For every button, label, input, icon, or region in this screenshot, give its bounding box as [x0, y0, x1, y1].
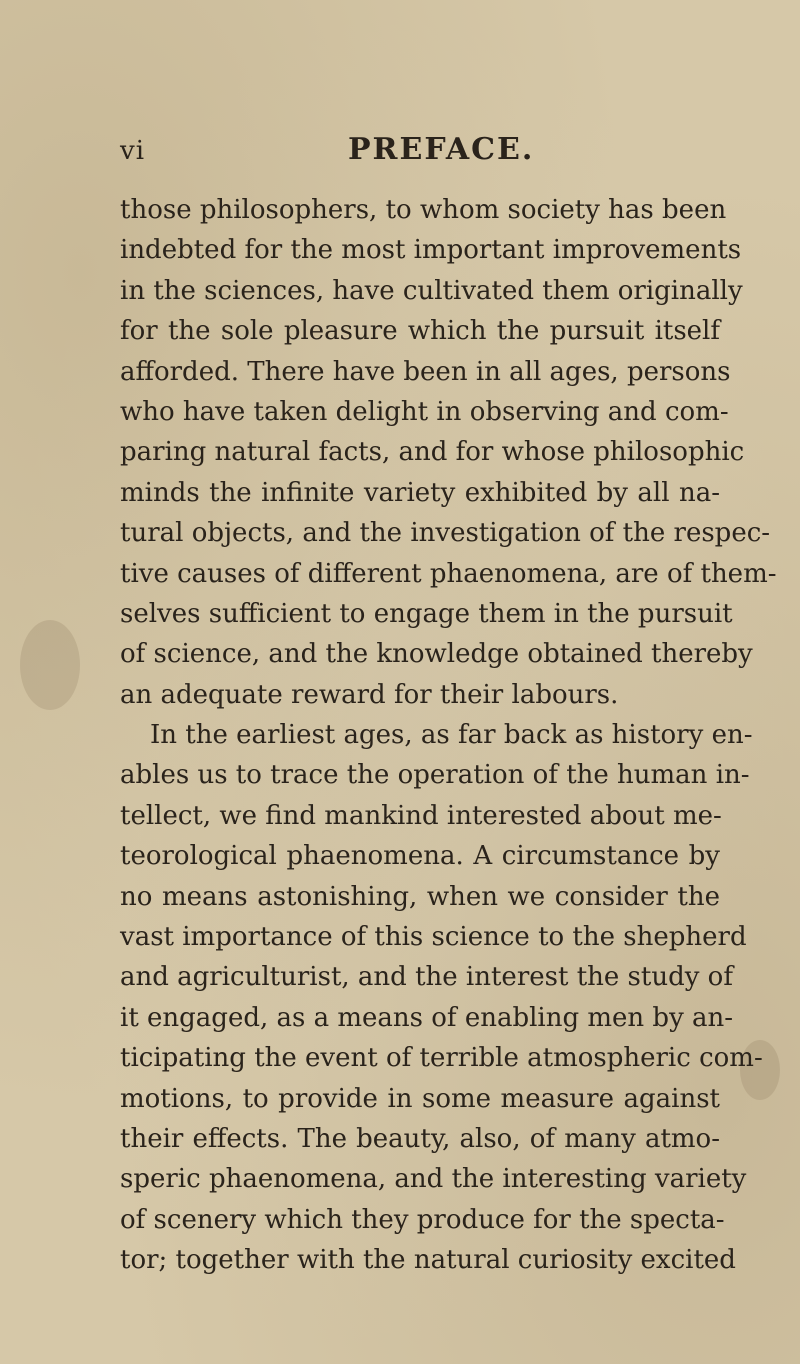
text-line: paring natural facts, and for whose philosophic: [120, 437, 745, 468]
preface-body-text: [120, 190, 777, 1281]
page-header: [120, 132, 680, 176]
text-line: ticipating the event of terrible atmospheric com-: [120, 1043, 763, 1074]
page-number: vi: [120, 136, 146, 166]
text-line: and agriculturist, and the interest the study of: [120, 962, 733, 993]
text-line: of scenery which they produce for the specta-: [120, 1204, 725, 1235]
text-line: it engaged, as a means of enabling men by an-: [120, 1002, 734, 1033]
text-line: tellect, we find mankind interested about me-: [120, 800, 722, 831]
text-line: in the sciences, have cultivated them originally: [120, 275, 743, 306]
text-line: who have taken delight in observing and com-: [120, 396, 729, 427]
paper-stain: [20, 620, 80, 710]
text-line: vast importance of this science to the shepherd: [120, 922, 747, 953]
text-line: minds the infinite variety exhibited by all na-: [120, 477, 720, 508]
text-line: afforded. There have been in all ages, persons: [120, 356, 731, 387]
text-line: speric phaenomena, and the interesting variety: [120, 1164, 747, 1195]
text-line: of science, and the knowledge obtained thereby: [120, 639, 753, 670]
text-line: tor; together with the natural curiosity excited: [120, 1245, 736, 1276]
text-line: ables us to trace the operation of the human in-: [120, 760, 750, 791]
text-line: for the sole pleasure which the pursuit itself: [120, 316, 720, 347]
text-line: motions, to provide in some measure against: [120, 1083, 720, 1114]
text-line: those philosophers, to whom society has been: [120, 195, 727, 225]
text-line: tural objects, and the investigation of the respec-: [120, 518, 771, 549]
text-line: tive causes of different phaenomena, are of them-: [120, 558, 777, 589]
paragraph-end-line: an adequate reward for their labours.: [120, 679, 619, 710]
text-line: indebted for the most important improvements: [120, 235, 742, 266]
text-line: selves sufficient to engage them in the pursuit: [120, 598, 733, 629]
text-line: teorological phaenomena. A circumstance by: [120, 841, 720, 872]
paragraph-start-line: In the earliest ages, as far back as history en-: [150, 720, 753, 751]
text-line: no means astonishing, when we consider the: [120, 881, 720, 912]
text-line: their effects. The beauty, also, of many atmo-: [120, 1123, 720, 1154]
running-head: PREFACE.: [348, 132, 535, 167]
